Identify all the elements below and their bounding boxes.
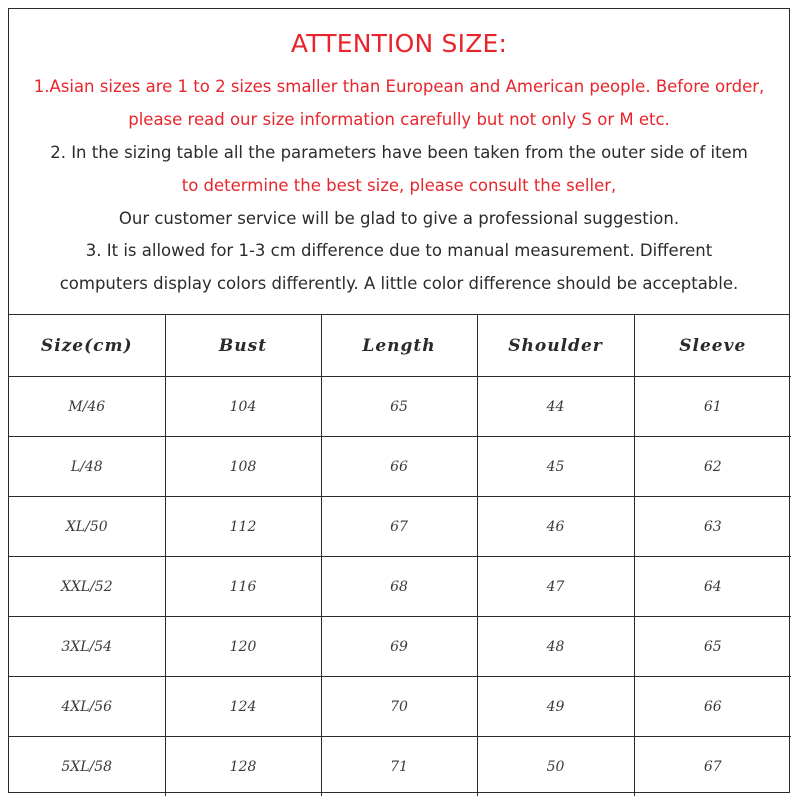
cell-sleeve: 67 (634, 737, 791, 797)
cell-bust: 116 (165, 557, 321, 617)
cell-bust: 112 (165, 497, 321, 557)
table-row (9, 677, 791, 737)
size-table (9, 315, 791, 796)
cell-shoulder: 44 (477, 377, 634, 437)
cell-shoulder: 45 (477, 437, 634, 497)
cell-bust: 108 (165, 437, 321, 497)
header-sleeve: Sleeve (634, 315, 791, 377)
table-row (9, 437, 791, 497)
cell-bust: 124 (165, 677, 321, 737)
cell-size: L/48 (9, 437, 165, 497)
notice-line-7: computers display colors differently. A little color difference should be acceptable. (59, 274, 739, 293)
cell-bust: 104 (165, 377, 321, 437)
table-row (9, 737, 791, 797)
cell-sleeve: 63 (634, 497, 791, 557)
header-size: Size(cm) (9, 315, 165, 377)
cell-shoulder: 47 (477, 557, 634, 617)
cell-size: XL/50 (9, 497, 165, 557)
cell-size: 3XL/54 (9, 617, 165, 677)
cell-length: 70 (321, 677, 477, 737)
cell-length: 65 (321, 377, 477, 437)
header-shoulder: Shoulder (477, 315, 634, 377)
table-row (9, 497, 791, 557)
size-chart-frame (8, 8, 790, 793)
notice-line-2: please read our size information carefully but not only S or M etc. (128, 110, 670, 129)
cell-shoulder: 46 (477, 497, 634, 557)
header-bust: Bust (165, 315, 321, 377)
table-row (9, 557, 791, 617)
cell-size: M/46 (9, 377, 165, 437)
notice-line-4: to determine the best size, please consult the seller, (181, 176, 617, 195)
cell-length: 67 (321, 497, 477, 557)
cell-sleeve: 62 (634, 437, 791, 497)
cell-size: 4XL/56 (9, 677, 165, 737)
cell-length: 71 (321, 737, 477, 797)
cell-shoulder: 50 (477, 737, 634, 797)
cell-length: 68 (321, 557, 477, 617)
cell-length: 69 (321, 617, 477, 677)
table-row (9, 617, 791, 677)
notice-line-6: 3. It is allowed for 1-3 cm difference due to manual measurement. Different (85, 241, 713, 260)
cell-sleeve: 66 (634, 677, 791, 737)
cell-bust: 120 (165, 617, 321, 677)
table-row (9, 377, 791, 437)
notice-title: ATTENTION SIZE: (290, 29, 508, 58)
cell-size: 5XL/58 (9, 737, 165, 797)
table-header-row (9, 315, 791, 377)
cell-length: 66 (321, 437, 477, 497)
cell-shoulder: 48 (477, 617, 634, 677)
cell-size: XXL/52 (9, 557, 165, 617)
cell-shoulder: 49 (477, 677, 634, 737)
cell-sleeve: 64 (634, 557, 791, 617)
notice-line-5: Our customer service will be glad to give a professional suggestion. (118, 209, 680, 228)
cell-bust: 128 (165, 737, 321, 797)
cell-sleeve: 61 (634, 377, 791, 437)
notice-line-3: 2. In the sizing table all the parameters have been taken from the outer side of item (50, 143, 748, 162)
header-length: Length (321, 315, 477, 377)
notice-line-1: 1.Asian sizes are 1 to 2 sizes smaller than European and American people. Before order, (33, 77, 765, 96)
cell-sleeve: 65 (634, 617, 791, 677)
attention-notice (9, 9, 789, 315)
